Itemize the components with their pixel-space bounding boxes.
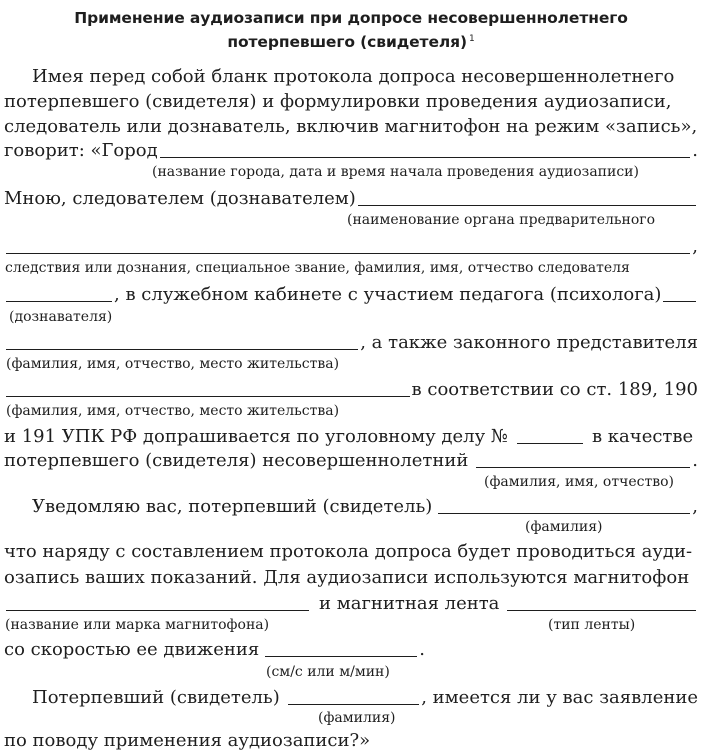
organ-blank[interactable] — [6, 237, 690, 254]
text-line-17 — [32, 688, 698, 708]
line-16-text: со скоростью ее движения — [4, 639, 260, 660]
line-9-text: в соответствии со ст. 189, 190 — [411, 379, 698, 400]
line-14-text: озапись ваших показаний. Для аудиозаписи используются магнитофон — [4, 567, 690, 588]
title-line-1: Применение аудиозаписи при допросе несовершеннолетнего — [74, 9, 628, 27]
case-number-blank[interactable] — [517, 427, 583, 444]
minor-name-blank[interactable] — [476, 451, 690, 468]
line-17-text: Потерпевший (свидетель) — [32, 687, 280, 708]
tape-type-blank[interactable] — [507, 594, 696, 611]
city-date-blank[interactable] — [160, 141, 691, 158]
title-line-2 — [0, 33, 702, 51]
caption-15a: (название или марка магнитофона) — [5, 617, 270, 633]
line-7-text: , в служебном кабинете с участием педагога (психолога) — [114, 284, 662, 305]
line-6-end: , — [692, 236, 698, 257]
caption-16: (см/с или м/мин) — [266, 664, 390, 680]
line-10-text: и 191 УПК РФ допрашивается по уголовному делу № — [4, 426, 508, 447]
text-line-2 — [4, 92, 698, 112]
line-4-text: говорит: «Город — [4, 140, 158, 161]
caption-12: (фамилия) — [525, 519, 603, 535]
line-12-text: Уведомляю вас, потерпевший (свидетель) — [32, 496, 433, 517]
text-line-12 — [32, 497, 698, 517]
text-line-5 — [4, 189, 698, 209]
caption-5: (наименование органа предварительного — [347, 212, 656, 228]
text-line-3 — [4, 117, 698, 137]
text-line-15 — [4, 594, 698, 614]
line-10-end: в качестве — [591, 426, 694, 447]
caption-8: (фамилия, имя, отчество, место жительства) — [6, 356, 340, 372]
line-12-end: , — [692, 496, 698, 517]
line-17-end: , имеется ли у вас заявление — [421, 687, 698, 708]
line-11-text: потерпевшего (свидетеля) несовершеннолетний — [4, 450, 469, 471]
representative-blank[interactable] — [6, 380, 410, 397]
line-8-text: , а также законного представителя — [360, 332, 698, 353]
caption-15b: (тип ленты) — [548, 617, 636, 633]
text-line-16 — [4, 640, 698, 660]
line-15-text: и магнитная лента — [319, 593, 500, 614]
speed-blank[interactable] — [265, 640, 417, 657]
line-16-end: . — [419, 639, 425, 660]
caption-11: (фамилия, имя, отчество) — [484, 474, 674, 490]
caption-6: следствия или дознания, специальное звание, фамилия, имя, отчество следователя — [5, 260, 630, 276]
text-line-10 — [4, 427, 698, 447]
footnote-mark: 1 — [468, 34, 475, 44]
recorder-model-blank[interactable] — [6, 594, 309, 611]
line-2-text: потерпевшего (свидетеля) и формулировки проведения аудиозаписи, — [4, 91, 672, 112]
victim-surname-blank[interactable] — [438, 497, 690, 514]
line-3-text: следователь или дознаватель, включив магнитофон на режим «запись», — [4, 116, 698, 137]
text-line-6 — [4, 237, 698, 257]
text-line-18 — [4, 731, 698, 751]
line-5-text: Мною, следователем (дознавателем) — [4, 188, 356, 209]
line-1-text: Имея перед собой бланк протокола допроса несовершеннолетнего — [32, 66, 675, 87]
investigator-cont-blank[interactable] — [6, 285, 112, 302]
pedagogue-name-blank[interactable] — [6, 333, 358, 350]
line-4-end: . — [692, 140, 698, 161]
victim-surname-2-blank[interactable] — [288, 688, 419, 705]
text-line-4 — [4, 141, 698, 161]
caption-4: (название города, дата и время начала проведения аудиозаписи) — [152, 164, 639, 180]
caption-9: (фамилия, имя, отчество, место жительства) — [6, 403, 340, 419]
line-13-text: что наряду с составлением протокола допроса будет проводиться ауди- — [4, 541, 693, 562]
title-line-2-text: потерпевшего (свидетеля) — [227, 33, 467, 51]
investigator-blank[interactable] — [358, 189, 696, 206]
text-line-9 — [4, 380, 698, 400]
text-line-8 — [4, 333, 698, 353]
line-18-text: по поводу применения аудиозаписи?» — [4, 730, 371, 751]
text-line-7 — [4, 285, 698, 305]
caption-17: (фамилия) — [318, 710, 396, 726]
text-line-11 — [4, 451, 698, 471]
text-line-1 — [32, 67, 698, 87]
caption-7: (дознавателя) — [9, 309, 113, 325]
line-11-end: . — [692, 450, 698, 471]
text-line-13 — [4, 542, 698, 562]
text-line-14 — [4, 568, 698, 588]
pedagogue-blank[interactable] — [663, 285, 696, 302]
